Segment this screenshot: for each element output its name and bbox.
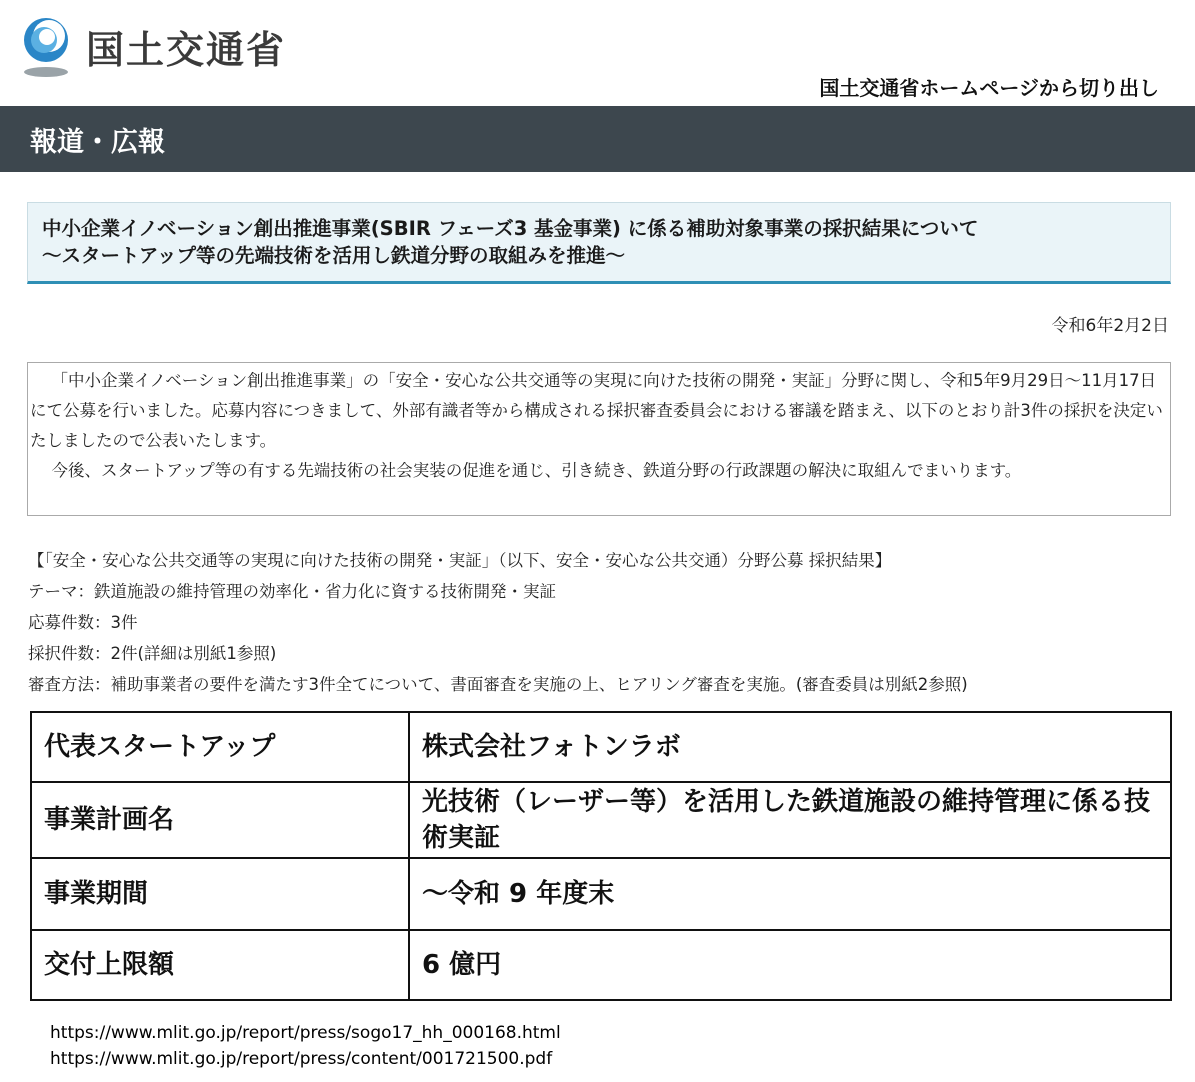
summary-box xyxy=(27,362,1171,516)
table-row xyxy=(31,782,1171,858)
source-url-2[interactable]: https://www.mlit.go.jp/report/press/content/001721500.pdf xyxy=(50,1049,553,1069)
summary-paragraph-1: 「中小企業イノベーション創出推進事業」の「安全・安心な公共交通等の実現に向けた技術の開発・実証」分野に関し、令和5年9月29日～11月17日にて公募を行いました。応募内容につきまして、外部有識者等から構成される採択審査委員会における審議を踏まえ、以下のとおり計3件の採択を決定いたしましたので公表いたします。 xyxy=(30,371,1163,450)
row-label: 事業期間 xyxy=(31,858,409,930)
result-info xyxy=(28,545,968,700)
row-value: 6 億円 xyxy=(409,930,1171,1000)
row-label: 事業計画名 xyxy=(31,782,409,858)
section-banner xyxy=(0,106,1195,172)
excerpt-note: 国土交通省ホームページから切り出し xyxy=(819,76,1159,100)
press-title-box xyxy=(27,202,1171,284)
mlit-logo[interactable] xyxy=(16,14,286,78)
result-method: 審査方法：補助事業者の要件を満たす3件全てについて、書面審査を実施の上、ヒアリング審査を実施。(審査委員は別紙2参照) xyxy=(28,675,968,694)
result-heading: 【「安全・安心な公共交通等の実現に向けた技術の開発・実証」（以下、安全・安心な公共交通）分野公募 採択結果】 xyxy=(28,551,892,570)
result-adopted: 採択件数：2件(詳細は別紙1参照) xyxy=(28,644,277,663)
mlit-emblem-icon xyxy=(16,14,78,78)
row-value: 株式会社フォトンラボ xyxy=(409,712,1171,782)
source-url-1[interactable]: https://www.mlit.go.jp/report/press/sogo17_hh_000168.html xyxy=(50,1023,561,1043)
press-title-line1: 中小企業イノベーション創出推進事業(SBIR フェーズ3 基金事業) に係る補助対象事業の採択結果について xyxy=(42,217,979,240)
press-title-line2: ～スタートアップ等の先端技術を活用し鉄道分野の取組みを推進～ xyxy=(42,244,626,267)
table-row xyxy=(31,858,1171,930)
row-value: 光技術（レーザー等）を活用した鉄道施設の維持管理に係る技術実証 xyxy=(409,782,1171,858)
table-row xyxy=(31,930,1171,1000)
result-applications: 応募件数：3件 xyxy=(28,613,138,632)
row-value: ～令和 9 年度末 xyxy=(409,858,1171,930)
result-theme: テーマ：鉄道施設の維持管理の効率化・省力化に資する技術開発・実証 xyxy=(28,582,556,601)
project-table xyxy=(30,711,1172,1001)
row-label: 交付上限額 xyxy=(31,930,409,1000)
row-label: 代表スタートアップ xyxy=(31,712,409,782)
banner-title: 報道・広報 xyxy=(30,126,165,158)
summary-paragraph-2: 今後、スタートアップ等の有する先端技術の社会実装の促進を通じ、引き続き、鉄道分野の行政課題の解決に取組んでまいります。 xyxy=(51,461,1022,480)
press-date: 令和6年2月2日 xyxy=(1051,316,1169,336)
logo-text: 国土交通省 xyxy=(86,27,287,72)
source-urls xyxy=(50,1020,561,1072)
table-row xyxy=(31,712,1171,782)
